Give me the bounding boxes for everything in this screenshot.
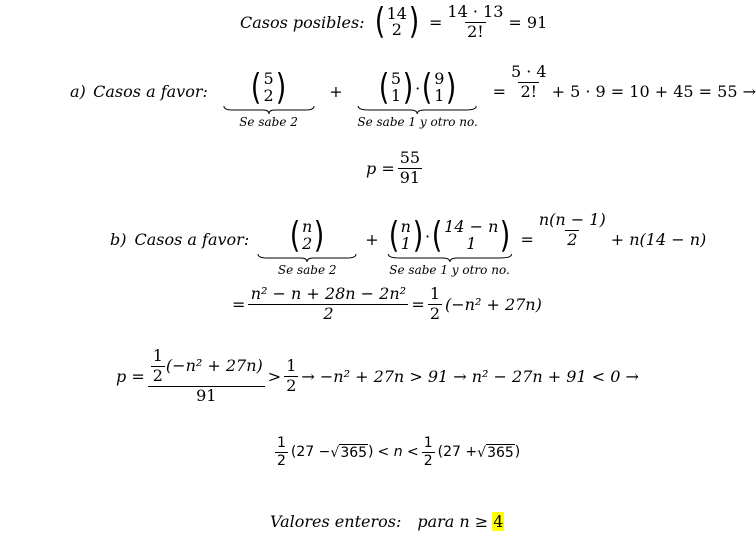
line-b-casos-favor: b) Casos a favor: ( n 2 ) Se sabe 2 + ( n 1 ) · ( 14 − n 1 ) Se sabe 1 y otro no. = $\frac{n(n - 1)}{2}$ + n(14 − n) [110,210,707,277]
fraction-half-3: $\frac{1}{2}$ [277,435,286,469]
line-simplify: = $\frac{\text{n² − n + 28n − 2n²}}{2}$ = $\frac{1}{2}$ (−n² + 27n) [232,284,542,323]
fraction-55-over-91: $\frac{55}{91}$ [399,148,421,187]
underbrace-se-sabe-2-a: ( 5 2 ) Se sabe 2 [223,70,315,129]
underbrace-se-sabe-1-a: ( 5 1 ) · ( 9 1 ) Se sabe 1 y otro no. [357,67,478,129]
casos-posibles-label: Casos posibles: [240,12,365,32]
sqrt-365-right: √ 365 [477,444,514,461]
fraction-p-compound: $\frac{1}{2}$ (−n² + 27n) 91 [148,348,265,404]
line-inequality: p = $\frac{1}{2}$ (−n² + 27n) 91 > $\frac{1}{2}$ → −n² + 27n > 91 → n² − 27n + 91 < 0 → [116,346,639,405]
line-casos-posibles: Casos posibles: ( 14 2 ) = $\frac{14 \cdot 13}{2!}$ = 91 [240,1,548,43]
highlighted-answer: 4 [493,512,504,531]
binomial-14-2: ( 14 2 ) [374,1,420,43]
fraction-5x4-over-2: $\frac{5 \cdot 4}{2!}$ [510,62,547,101]
fraction-half-1: $\frac{1}{2}$ [429,284,440,323]
fraction-14x13-over-2: $\frac{14 \cdot 13}{2!}$ [447,2,504,41]
result-91: = 91 [508,12,548,32]
fraction-expanded: $\frac{\text{n² − n + 28n − 2n²}}{2}$ [248,286,408,323]
line-interval: $\frac{1}{2}$ (27 − √ 365 ) < n < $\frac{1}{2}$ (27 + √ 365 ) [277,435,521,469]
casos-favor-label-b: Casos a favor: [134,230,250,249]
sqrt-365-left: √ 365 [330,444,368,461]
line-a-casos-favor: a) Casos a favor: ( 5 2 ) Se sabe 2 + ( 5 1 ) · ( 9 1 ) Se sabe 1 y otro no. = $\frac{5 \cdot 4}{2!}$ + 5 · 9 = 10 + 45 = 55 → [70,62,756,129]
fraction-n-n-1-over-2: $\frac{n(n - 1)}{2}$ [538,210,606,249]
line-valores-enteros: Valores enteros: para n ≥ 4 [270,512,504,531]
underbrace-se-sabe-2-b: ( n 2 ) Se sabe 2 [257,218,357,277]
fraction-half-4: $\frac{1}{2}$ [423,435,433,469]
fraction-half-2: $\frac{1}{2}$ [286,355,297,395]
casos-favor-label-a: Casos a favor: [93,82,208,101]
line-p-55-91: p = $\frac{55}{91}$ [366,148,421,187]
underbrace-se-sabe-1-b: ( n 1 ) · ( 14 − n 1 ) Se sabe 1 y otro no. [388,215,511,277]
